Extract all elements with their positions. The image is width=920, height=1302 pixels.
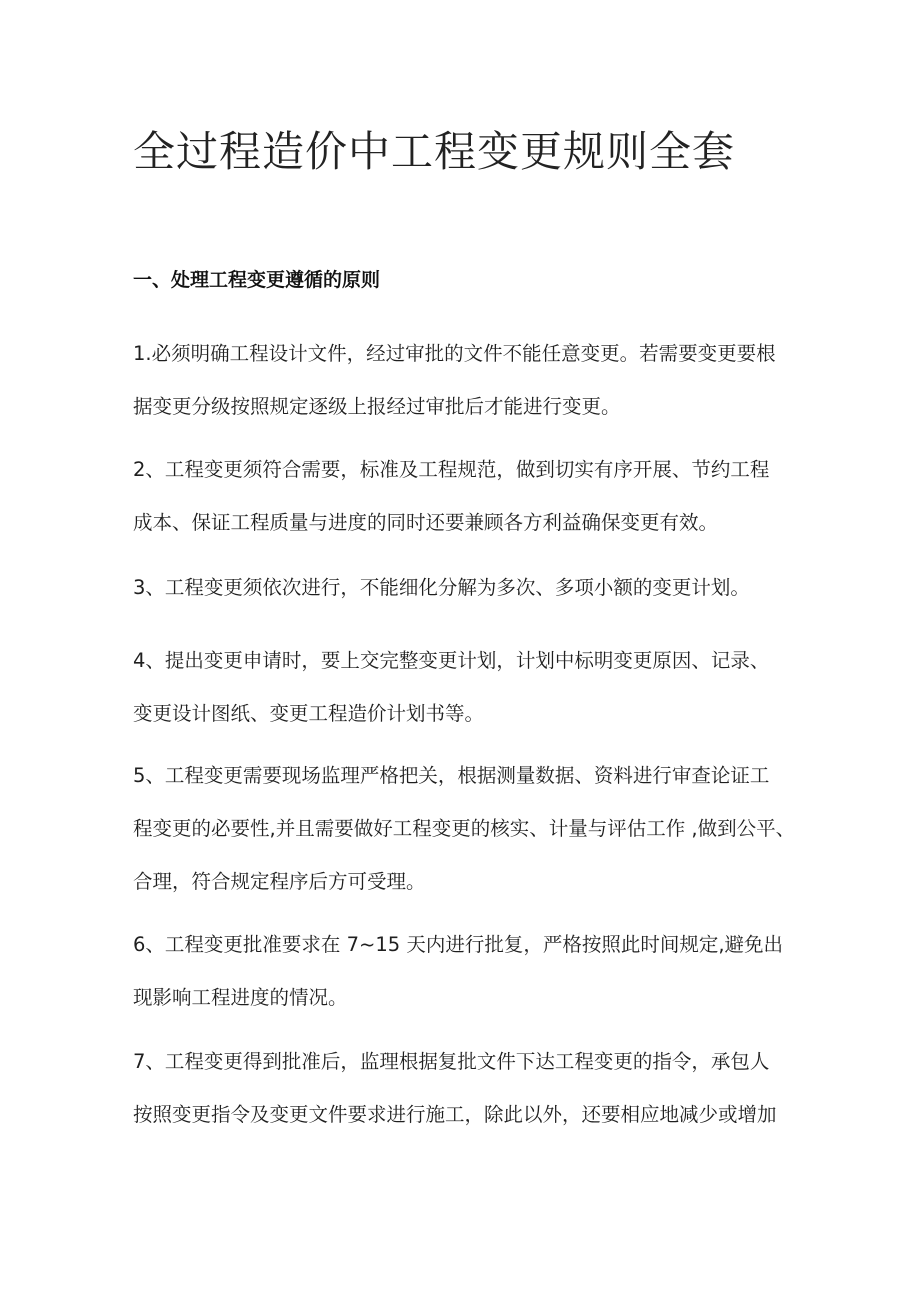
paragraph-1	[133, 327, 797, 433]
paragraph-5	[133, 749, 797, 908]
paragraph-line: 7、工程变更得到批准后，监理根据复批文件下达工程变更的指令，承包人	[133, 1050, 770, 1073]
paragraph-line: 5、工程变更需要现场监理严格把关，根据测量数据、资料进行审查论证工	[133, 764, 770, 787]
paragraph-line: 合理，符合规定程序后方可受理。	[133, 870, 426, 893]
section-heading: 一、处理工程变更遵循的原则	[133, 269, 381, 291]
paragraph-6	[133, 918, 797, 1024]
paragraph-line: 成本、保证工程质量与进度的同时还要兼顾各方利益确保变更有效。	[133, 511, 719, 534]
paragraph-line: 2、工程变更须符合需要，标准及工程规范，做到切实有序开展、节约工程	[133, 458, 770, 481]
paragraph-3	[133, 561, 797, 614]
paragraph-line: 变更设计图纸、变更工程造价计划书等。	[133, 702, 485, 725]
paragraph-line: 据变更分级按照规定逐级上报经过审批后才能进行变更。	[133, 395, 621, 418]
paragraph-4	[133, 634, 797, 740]
paragraph-line: 按照变更指令及变更文件要求进行施工，除此以外，还要相应地减少或增加	[133, 1103, 777, 1126]
paragraph-line: 程变更的必要性,并且需要做好工程变更的核实、计量与评估工作 ,做到公平、	[133, 817, 796, 840]
paragraph-line: 4、提出变更申请时，要上交完整变更计划，计划中标明变更原因、记录、	[133, 649, 770, 672]
paragraph-line: 现影响工程进度的情况。	[133, 986, 348, 1009]
paragraph-line: 6、工程变更批准要求在 7~15 天内进行批复，严格按照此时间规定,避免出	[133, 933, 784, 956]
paragraph-7	[133, 1035, 797, 1141]
document-title: 全过程造价中工程变更规则全套	[133, 127, 736, 176]
paragraph-line: 3、工程变更须依次进行，不能细化分解为多次、多项小额的变更计划。	[133, 576, 750, 599]
paragraph-line: 1.必须明确工程设计文件，经过审批的文件不能任意变更。若需要变更要根	[133, 342, 776, 365]
paragraph-2	[133, 443, 797, 549]
